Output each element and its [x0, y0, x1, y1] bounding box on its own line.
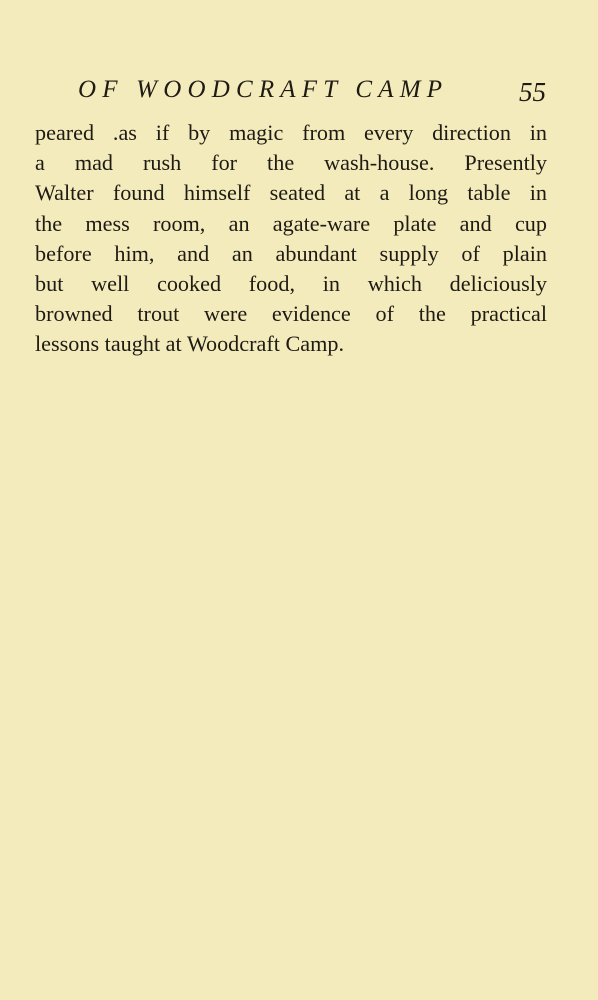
text-line: Walter found himself seated at a long table in [35, 180, 547, 206]
text-line: a mad rush for the wash-house. Presently [35, 150, 547, 176]
running-head [78, 72, 548, 108]
text-line: but well cooked food, in which deliciously [35, 271, 547, 297]
text-line: before him, and an abundant supply of plain [35, 240, 547, 266]
running-title: OF WOODCRAFT CAMP [78, 76, 449, 103]
text-line: lessons taught at Woodcraft Camp. [35, 331, 344, 357]
text-line: the mess room, an agate-ware plate and cup [35, 210, 547, 236]
page-number: 55 [519, 77, 546, 107]
text-line: browned trout were evidence of the practical [35, 301, 547, 327]
body-paragraph [35, 118, 547, 360]
text-line: peared .as if by magic from every direction in [35, 120, 547, 145]
